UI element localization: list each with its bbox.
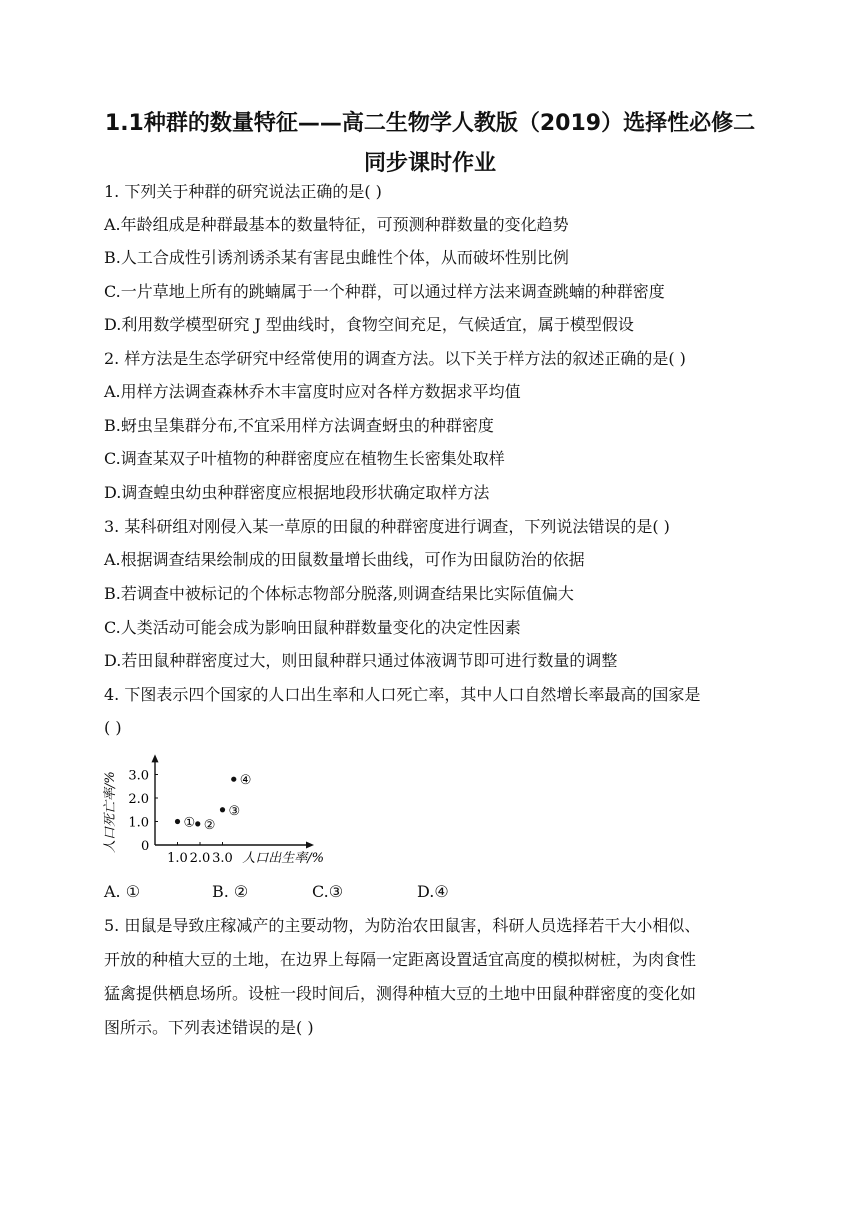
- q4-option-d: D.④: [417, 882, 449, 901]
- data-point: [220, 807, 225, 812]
- q5-line-3: 猛禽提供栖息场所。设桩一段时间后，测得种植大豆的土地中田鼠种群密度的变化如: [104, 984, 697, 1003]
- q4-option-c: C.③: [312, 882, 344, 901]
- q2-option-a: A.用样方法调查森林乔木丰富度时应对各样方数据求平均值: [104, 382, 521, 401]
- q2-stem: 2. 样方法是生态学研究中经常使用的调查方法。以下关于样方法的叙述正确的是( ): [104, 349, 686, 368]
- q5-line-4: 图所示。下列表述错误的是( ): [104, 1018, 314, 1037]
- y-axis-arrow-icon: [152, 754, 159, 762]
- data-point-label: ③: [228, 803, 241, 819]
- chart-axes: [152, 754, 315, 848]
- x-tick-label: 1.0: [167, 851, 188, 866]
- q3-option-c: C.人类活动可能会成为影响田鼠种群数量变化的决定性因素: [104, 618, 521, 637]
- q2-option-d: D.调查蝗虫幼虫种群密度应根据地段形状确定取样方法: [104, 483, 490, 502]
- q4-option-b: B. ②: [212, 882, 249, 901]
- q3-option-b: B.若调查中被标记的个体标志物部分脱落,则调查结果比实际值偏大: [104, 584, 574, 603]
- q2-option-c: C.调查某双子叶植物的种群密度应在植物生长密集处取样: [104, 449, 505, 468]
- y-tick-label: 3.0: [128, 768, 149, 784]
- chart-points: [175, 773, 252, 833]
- q1-option-d: D.利用数学模型研究 J 型曲线时，食物空间充足，气候适宜，属于模型假设: [104, 315, 634, 334]
- q5-line-1: 5. 田鼠是导致庄稼减产的主要动物，为防治农田鼠害，科研人员选择若干大小相似、: [104, 916, 701, 935]
- data-point: [231, 777, 236, 782]
- q3-option-d: D.若田鼠种群密度过大，则田鼠种群只通过体液调节即可进行数量的调整: [104, 651, 618, 670]
- x-axis-arrow-icon: [306, 842, 314, 849]
- q4-stem-cont: ( ): [104, 718, 122, 737]
- q4-stem: 4. 下图表示四个国家的人口出生率和人口死亡率，其中人口自然增长率最高的国家是: [104, 685, 701, 704]
- q1-option-b: B.人工合成性引诱剂诱杀某有害昆虫雌性个体，从而破坏性别比例: [104, 248, 569, 267]
- x-tick-label: 2.0: [189, 851, 211, 866]
- q1-option-a: A.年龄组成是种群最基本的数量特征，可预测种群数量的变化趋势: [104, 215, 569, 234]
- document-title: 1.1种群的数量特征——高二生物学人教版（2019）选择性必修二同步课时作业: [104, 111, 756, 176]
- q4-option-a: A. ①: [104, 882, 141, 901]
- data-point-label: ④: [239, 773, 252, 789]
- x-tick-label: 3.0: [212, 851, 233, 866]
- q1-stem: 1. 下列关于种群的研究说法正确的是( ): [104, 182, 382, 201]
- data-point-label: ②: [203, 817, 216, 833]
- q2-option-b: B.蚜虫呈集群分布,不宜采用样方法调查蚜虫的种群密度: [104, 416, 494, 435]
- y-tick-label: 2.0: [128, 792, 149, 807]
- data-point: [195, 821, 200, 826]
- q5-line-2: 开放的种植大豆的土地，在边界上每隔一定距离设置适宜高度的模拟树桩，为肉食性: [104, 950, 697, 969]
- data-point-label: ①: [183, 815, 196, 831]
- q1-option-c: C.一片草地上所有的跳蝻属于一个种群，可以通过样方法来调查跳蝻的种群密度: [104, 282, 665, 301]
- y-axis-label: 人口死亡率/%: [103, 771, 118, 853]
- birth-death-rate-scatter: [100, 744, 370, 869]
- x-axis-label: 人口出生率/%: [242, 851, 324, 866]
- q3-stem: 3. 某科研组对刚侵入某一草原的田鼠的种群密度进行调查，下列说法错误的是( ): [104, 517, 670, 536]
- q3-option-a: A.根据调查结果绘制成的田鼠数量增长曲线，可作为田鼠防治的依据: [104, 550, 585, 569]
- y-tick-label: 1.0: [128, 815, 149, 831]
- data-point: [175, 819, 180, 824]
- origin-label: 0: [141, 839, 150, 854]
